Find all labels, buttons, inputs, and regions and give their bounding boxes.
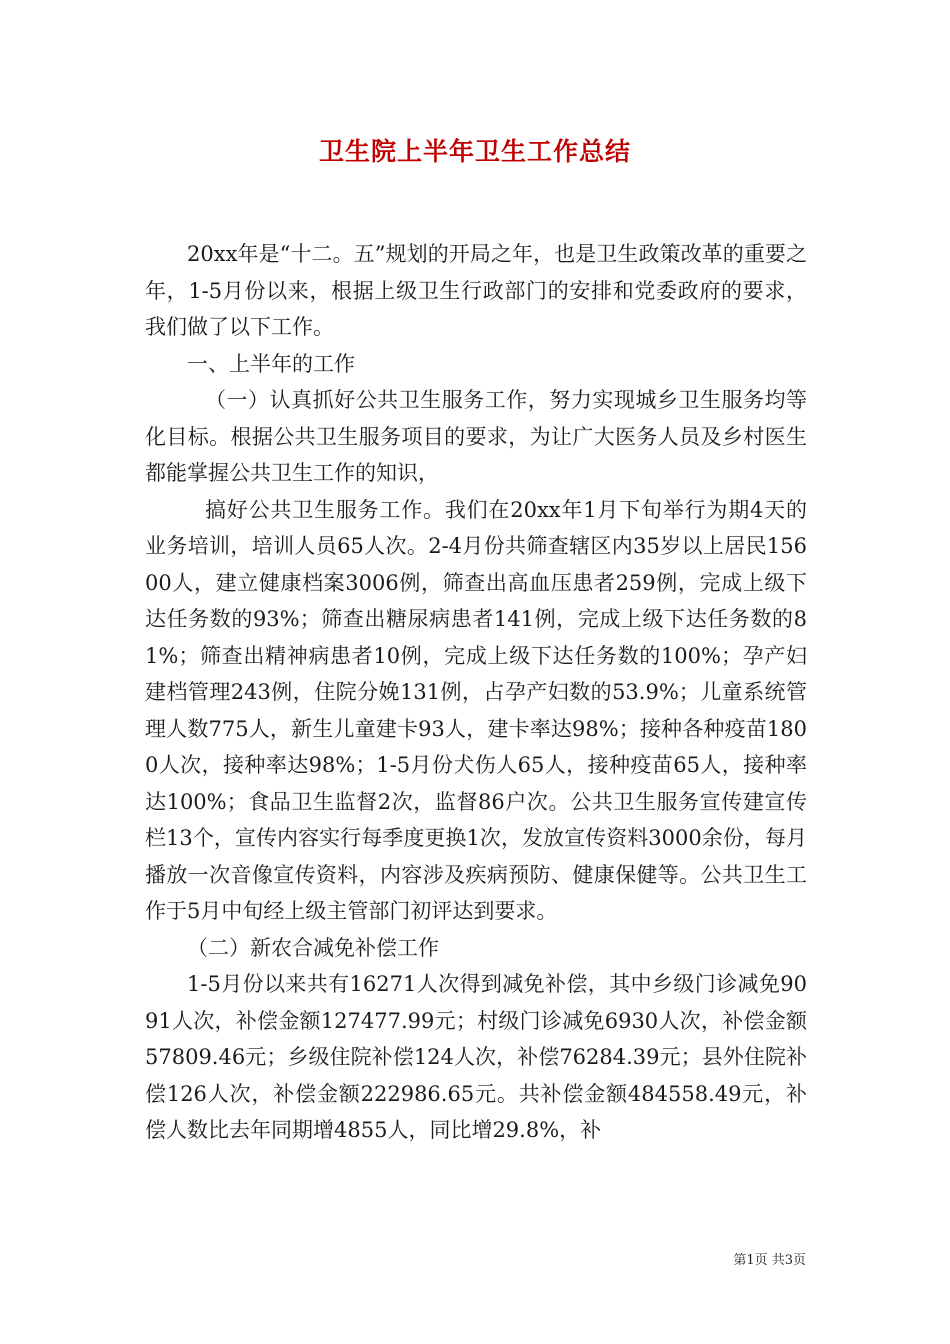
paragraph-compensation: 1-5月份以来共有16271人次得到减免补偿，其中乡级门诊减免9091人次，补偿金额127477.99元；村级门诊减免6930人次，补偿金额57809.46元；乡级住院补偿124人次，补偿76284.39元；县外住院补偿126人次，补偿金额222986.65元。共补偿金额484558.49元，补偿人数比去年同期增4855人，同比增29.8%，补	[145, 972, 807, 1142]
document-title: 卫生院上半年卫生工作总结	[318, 137, 631, 166]
section-heading-1: 一、上半年的工作	[187, 351, 355, 376]
paragraph-public-health-details: 搞好公共卫生服务工作。我们在20xx年1月下旬举行为期4天的业务培训，培训人员65人次。2-4月份共筛查辖区内35岁以上居民15600人，建立健康档案3006例，筛查出高血压患者259例，完成上级下达任务数的93%；筛查出糖尿病患者141例，完成上级下达任务数的81%；筛查出精神病患者10例，完成上级下达任务数的100%；孕产妇建档管理243例，住院分娩131例，占孕产妇数的53.9%；儿童系统管理人数775人，新生儿童建卡93人，建卡率达98%；接种各种疫苗1800人次，接种率达98%；1-5月份犬伤人65人，接种疫苗65人，接种率达100%；食品卫生监督2次，监督86户次。公共卫生服务宣传建宣传栏13个，宣传内容实行每季度更换1次，发放宣传资料3000余份，每月播放一次音像宣传资料，内容涉及疾病预防、健康保健等。公共卫生工作于5月中旬经上级主管部门初评达到要求。	[145, 497, 807, 923]
document-body	[145, 236, 807, 1149]
page-number: 第1页 共3页	[733, 1253, 806, 1268]
paragraph-public-health: （一）认真抓好公共卫生服务工作，努力实现城乡卫生服务均等化目标。根据公共卫生服务项目的要求，为让广大医务人员及乡村医生都能掌握公共卫生工作的知识，	[145, 388, 807, 485]
section-heading-2: （二）新农合减免补偿工作	[187, 935, 439, 960]
paragraph-intro: 20xx年是“十二。五”规划的开局之年，也是卫生政策改革的重要之年，1-5月份以来，根据上级卫生行政部门的安排和党委政府的要求，我们做了以下工作。	[145, 242, 807, 339]
